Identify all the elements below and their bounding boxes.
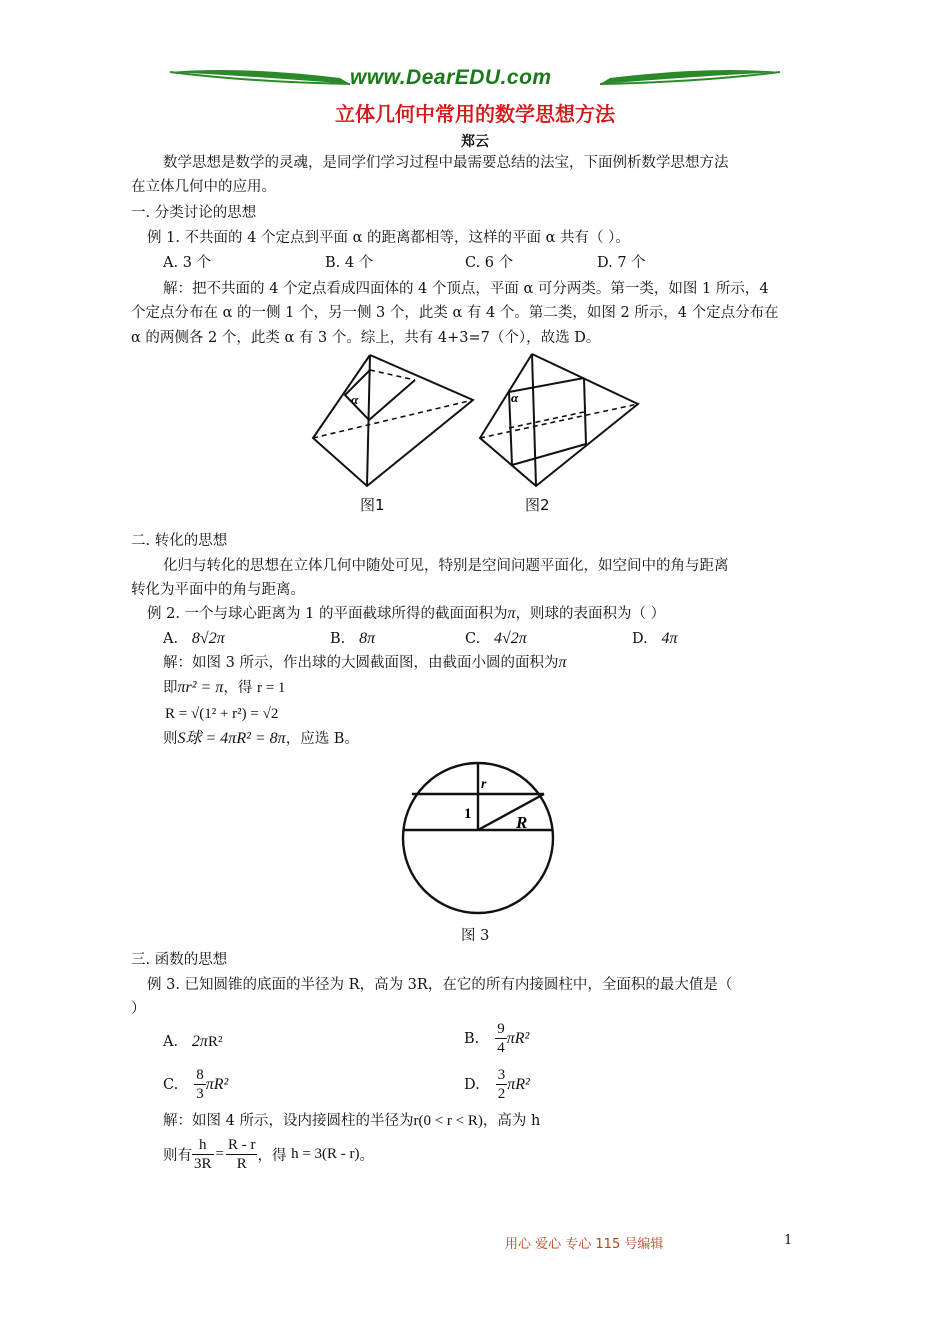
section-2-para-1: 化归与转化的思想在立体几何中随处可见，特别是空间问题平面化，如空间中的角与距离 bbox=[163, 558, 729, 574]
figure-1-caption: 图1 bbox=[360, 496, 385, 514]
ex3-option-d: D. $\frac{3}{2}$ πR² bbox=[464, 1067, 530, 1102]
example-2-tail: ，则球的表面积为（ ） bbox=[515, 606, 666, 622]
fig3-R-label: R bbox=[516, 813, 528, 832]
ex1-option-c: C. 6 个 bbox=[465, 255, 514, 271]
example-1: 例 1. 不共面的 4 个定点到平面 α 的距离都相等，这样的平面 α 共有（ ）。 bbox=[147, 230, 630, 246]
page-number: 1 bbox=[784, 1233, 793, 1248]
section-1-heading: 一. 分类讨论的思想 bbox=[131, 205, 257, 221]
ex2-solution-line-1: 解：如图 3 所示，作出球的大圆截面图，由截面小圆的面积为π bbox=[163, 654, 567, 671]
ex3-solution-line-1: 解：如图 4 所示，设内接圆柱的半径为r(0 < r < R)，高为 h bbox=[163, 1113, 541, 1129]
example-2-pi: π bbox=[507, 605, 516, 622]
figure-2-tetrahedron bbox=[472, 352, 652, 492]
footer-text: 用心 爱心 专心 115 号编辑 bbox=[505, 1237, 664, 1252]
ex1-option-b: B. 4 个 bbox=[325, 255, 374, 271]
section-2-heading: 二. 转化的思想 bbox=[131, 533, 228, 549]
ex2-solution-line-4: 则S球 = 4πR² = 8π，应选 B。 bbox=[163, 730, 359, 747]
figure-1-tetrahedron bbox=[305, 348, 485, 488]
fig2-alpha-label: α bbox=[511, 390, 519, 405]
ex1-solution-line-2: 个定点分布在 α 的一侧 1 个，另一侧 3 个，此类 α 有 4 个。第二类，如图 2 所示，4 个定点分布在 bbox=[131, 305, 779, 321]
page-title: 立体几何中常用的数学思想方法 bbox=[335, 102, 615, 126]
author: 郑云 bbox=[461, 134, 489, 150]
ex3-option-a: A. 2πR² bbox=[163, 1033, 223, 1050]
section-2-para-2: 转化为平面中的角与距离。 bbox=[131, 582, 305, 598]
ex3-option-b: B. $\frac{9}{4}$ πR² bbox=[464, 1021, 530, 1056]
ex1-option-a: A. 3 个 bbox=[163, 255, 212, 271]
fig3-one-label: 1 bbox=[464, 806, 472, 822]
ex2-option-b: B. 8π bbox=[330, 630, 376, 647]
figure-3-sphere-section bbox=[398, 758, 558, 918]
example-3-line-2: ） bbox=[131, 1001, 146, 1017]
fig3-r-label: r bbox=[481, 777, 487, 792]
ex2-option-d: D. 4π bbox=[632, 630, 678, 647]
intro-line-2: 在立体几何中的应用。 bbox=[131, 179, 276, 195]
example-2 bbox=[147, 605, 665, 623]
section-3-heading: 三. 函数的思想 bbox=[131, 952, 228, 968]
site-logo-text: www.DearEDU.com bbox=[350, 66, 552, 89]
ex1-solution-line-1: 解：把不共面的 4 个定点看成四面体的 4 个顶点，平面 α 可分两类。第一类，如图 1 所示，4 bbox=[163, 281, 769, 297]
ex3-option-c: C. $\frac{8}{3}$ πR² bbox=[163, 1067, 229, 1102]
ex2-option-a: A. 8√2π bbox=[163, 630, 225, 647]
ex2-solution-line-2: 即πr² = π，得 r = 1 bbox=[163, 679, 286, 696]
example-2-text: 例 2. 一个与球心距离为 1 的平面截球所得的截面面积为 bbox=[147, 606, 508, 622]
ex3-solution-line-2: 则有 $\frac{h}{3R}$ = $\frac{R - r}{R}$ ，得 h = 3(R - r) 。 bbox=[163, 1137, 375, 1172]
figure-3-caption: 图 3 bbox=[461, 928, 490, 944]
ex1-solution-line-3: α 的两侧各 2 个，此类 α 有 3 个。综上，共有 4+3=7（个），故选 D。 bbox=[131, 330, 601, 346]
intro-line-1: 数学思想是数学的灵魂，是同学们学习过程中最需要总结的法宝，下面例析数学思想方法 bbox=[163, 155, 729, 171]
fig1-alpha-label: α bbox=[351, 392, 359, 407]
ex2-solution-line-3: R = √(1² + r²) = √2 bbox=[165, 706, 279, 722]
ex2-option-c: C. 4√2π bbox=[465, 630, 527, 647]
example-3-line-1: 例 3. 已知圆锥的底面的半径为 R，高为 3R，在它的所有内接圆柱中，全面积的最大值是（ bbox=[147, 977, 733, 993]
ex1-option-d: D. 7 个 bbox=[597, 255, 646, 271]
figure-2-caption: 图2 bbox=[525, 496, 550, 514]
